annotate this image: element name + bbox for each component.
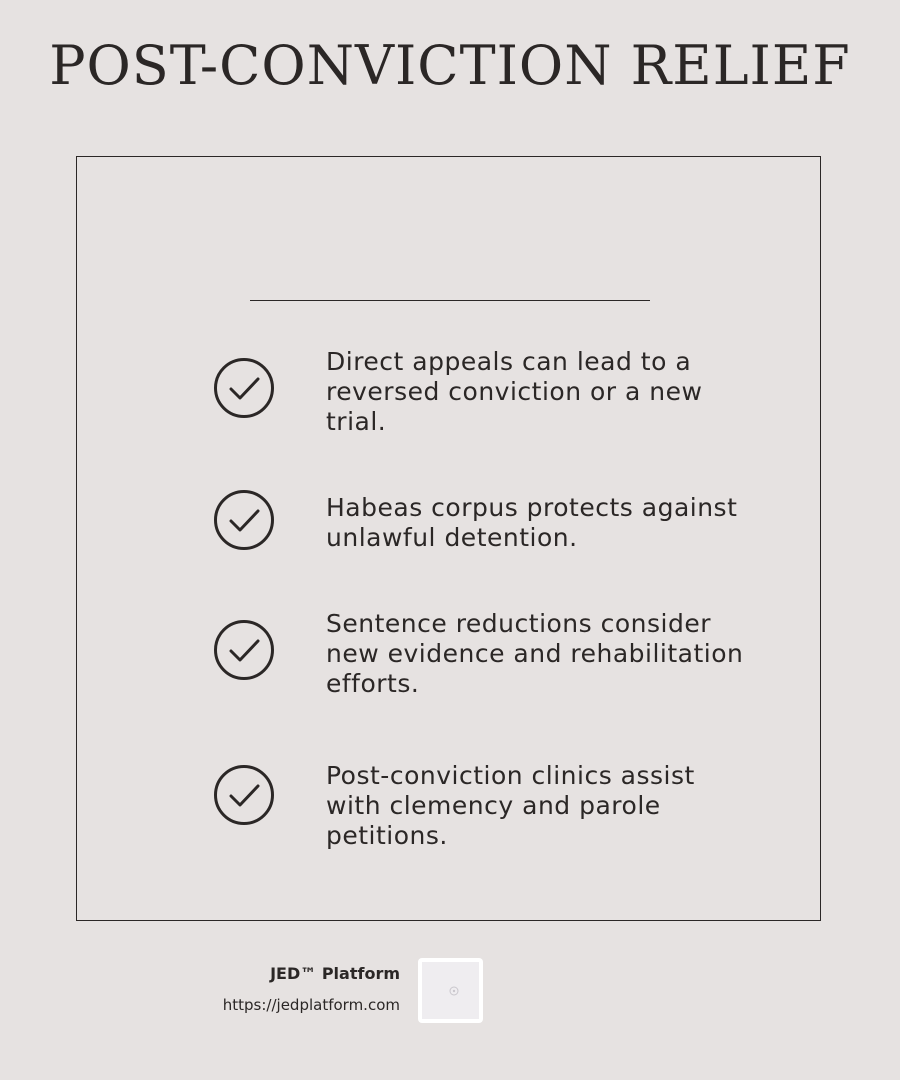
check-circle-icon	[213, 489, 275, 551]
footer-url[interactable]: https://jedplatform.com	[222, 996, 400, 1014]
page-title: POST-CONVICTION RELIEF	[49, 34, 851, 97]
divider-line	[250, 300, 650, 301]
qr-placeholder-icon	[448, 984, 460, 998]
qr-code-image	[422, 962, 479, 1019]
check-circle-icon	[213, 357, 275, 419]
qr-code	[418, 958, 483, 1023]
list-item-text: Habeas corpus protects against unlawful detention.	[326, 493, 738, 552]
list-item-text: Post-conviction clinics assist with clemency and parole petitions.	[326, 761, 695, 850]
list-item-text: Sentence reductions consider new evidence and rehabilitation efforts.	[326, 609, 744, 698]
list-item-text: Direct appeals can lead to a reversed conviction or a new trial.	[326, 347, 703, 436]
footer-brand: JED™ Platform	[270, 964, 400, 983]
content-panel	[76, 156, 821, 921]
check-circle-icon	[213, 764, 275, 826]
check-circle-icon	[213, 619, 275, 681]
